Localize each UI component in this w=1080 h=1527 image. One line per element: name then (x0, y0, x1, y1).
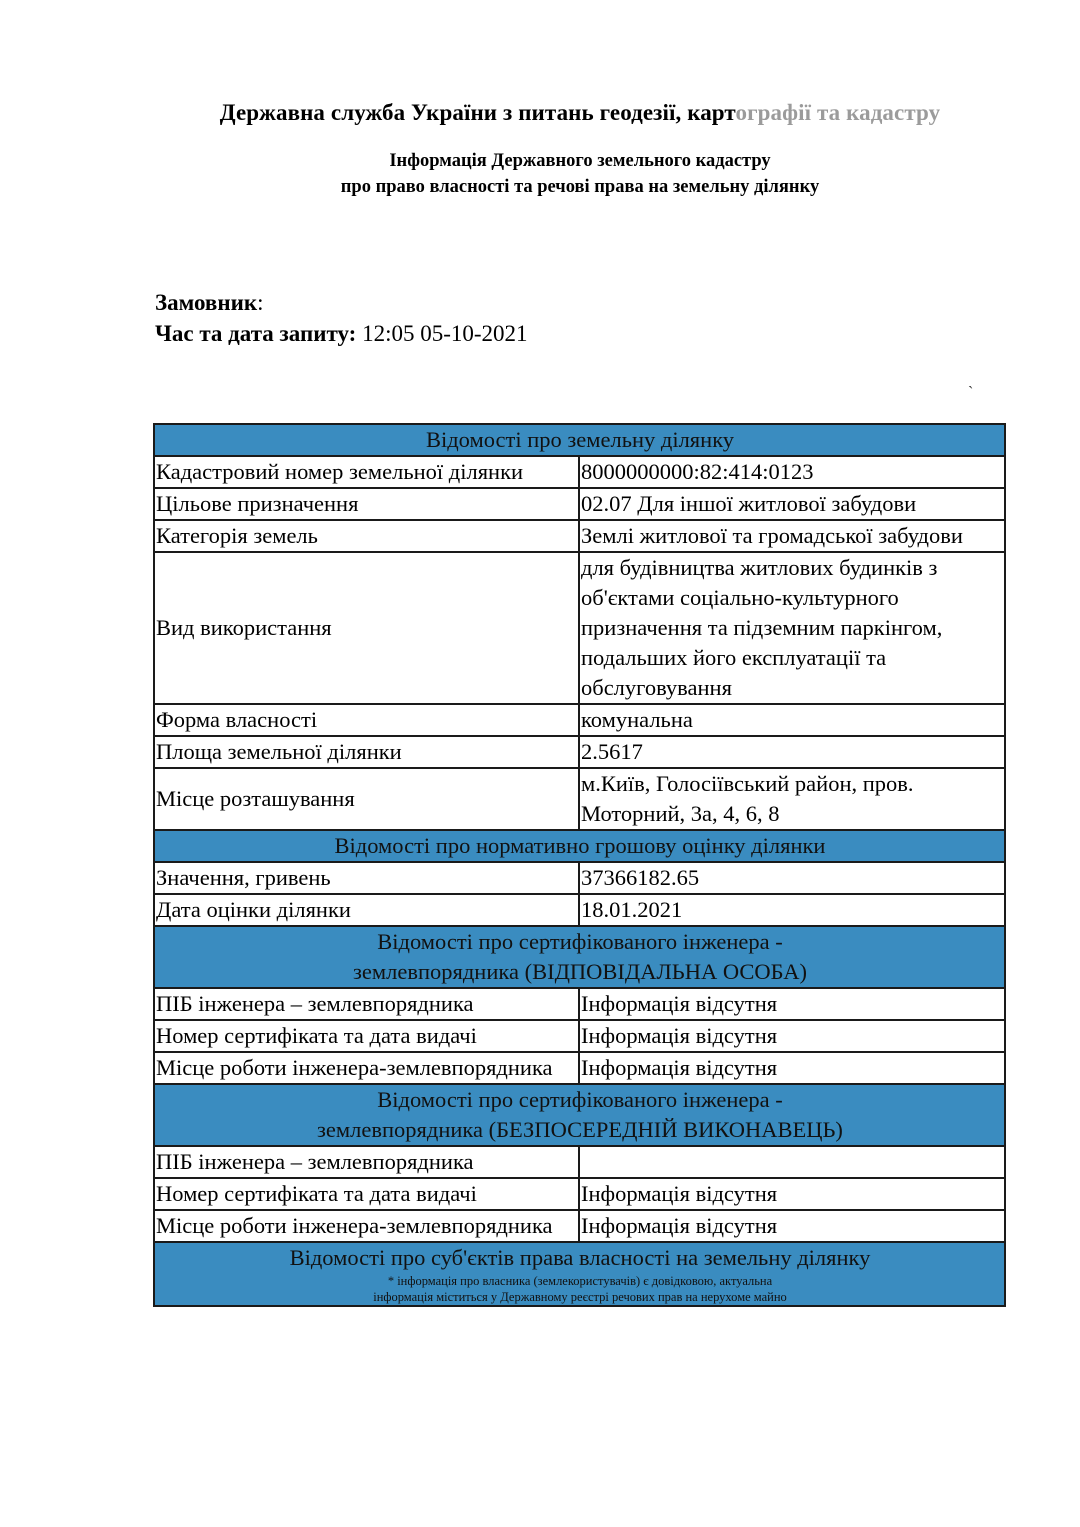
row-value: 2.5617 (579, 736, 1005, 768)
row-value: 02.07 Для іншої житлової забудови (579, 488, 1005, 520)
row-label: Місце роботи інженера-землевпорядника (154, 1052, 579, 1084)
section-engineer-executor-line2: землевпорядника (БЕЗПОСЕРЕДНІЙ ВИКОНАВЕЦЬ) (317, 1117, 843, 1142)
section-header-row (154, 424, 1005, 456)
table-row (154, 456, 1005, 488)
row-value: 18.01.2021 (579, 894, 1005, 926)
customer-line (155, 290, 264, 316)
table-row (154, 1146, 1005, 1178)
row-label: Номер сертифіката та дата видачі (154, 1178, 579, 1210)
table-row (154, 520, 1005, 552)
row-value: Інформація відсутня (579, 1020, 1005, 1052)
table-row (154, 768, 1005, 830)
row-value: Інформація відсутня (579, 1052, 1005, 1084)
section-valuation-header: Відомості про нормативно грошову оцінку ділянки (154, 830, 1005, 862)
row-label: ПІБ інженера – землевпорядника (154, 1146, 579, 1178)
row-label: Значення, гривень (154, 862, 579, 894)
row-label: Категорія земель (154, 520, 579, 552)
agency-title-faded: ографії та кадастру (735, 100, 941, 125)
owners-note-line1: * інформація про власника (землекористувачів) є довідковою, актуальна (387, 1274, 773, 1288)
document-subtitle-line2: про право власності та речові права на земельну ділянку (340, 177, 820, 197)
row-value: м.Київ, Голосіївський район, пров. Моторний, 3а, 4, 6, 8 (579, 768, 1005, 830)
row-value: 37366182.65 (579, 862, 1005, 894)
section-header-row (154, 1084, 1005, 1146)
table-row (154, 1020, 1005, 1052)
table-row (154, 894, 1005, 926)
table-row (154, 704, 1005, 736)
row-label: Дата оцінки ділянки (154, 894, 579, 926)
section-header-row (154, 926, 1005, 988)
row-label: Площа земельної ділянки (154, 736, 579, 768)
section-owners-header (154, 1242, 1005, 1306)
table-row (154, 988, 1005, 1020)
section-header-row (154, 830, 1005, 862)
row-value: Інформація відсутня (579, 1178, 1005, 1210)
row-label: Місце роботи інженера-землевпорядника (154, 1210, 579, 1242)
cadastre-info-table (153, 423, 1006, 1307)
customer-label: Замовник (155, 290, 258, 315)
row-value: Інформація відсутня (579, 1210, 1005, 1242)
row-label: Місце розташування (154, 768, 579, 830)
row-label: ПІБ інженера – землевпорядника (154, 988, 579, 1020)
table-row (154, 862, 1005, 894)
table-row (154, 736, 1005, 768)
table-row (154, 1052, 1005, 1084)
row-label: Вид використання (154, 552, 579, 704)
owners-note-line2: інформація міститься у Державному реєстрі речових прав на нерухоме майно (373, 1290, 787, 1304)
row-value (579, 1146, 1005, 1178)
request-time-value: 12:05 05-10-2021 (356, 321, 528, 346)
request-time-label: Час та дата запиту: (155, 321, 357, 346)
row-label: Цільове призначення (154, 488, 579, 520)
section-owners-title: Відомості про суб'єктів права власності на земельну ділянку (289, 1245, 871, 1270)
row-value: комунальна (579, 704, 1005, 736)
stray-mark: ˏ (968, 372, 974, 389)
agency-title (0, 100, 1080, 126)
document-subtitle-line1: Інформація Державного земельного кадастру (389, 151, 771, 171)
section-engineer-responsible-line2: землевпорядника (ВІДПОВІДАЛЬНА ОСОБА) (353, 959, 807, 984)
table-row (154, 1178, 1005, 1210)
section-header-row (154, 1242, 1005, 1306)
table-row (154, 552, 1005, 704)
section-engineer-responsible-line1: Відомості про сертифікованого інженера - (377, 929, 783, 954)
request-time-line (155, 321, 528, 347)
row-value: для будівництва житлових будинків з об'єктами соціально-культурного призначення та підземним паркінгом, подальших його експлуатації та обслуговування (579, 552, 1005, 704)
section-land-header: Відомості про земельну ділянку (154, 424, 1005, 456)
customer-colon: : (257, 290, 264, 315)
table-row (154, 1210, 1005, 1242)
row-value: 8000000000:82:414:0123 (579, 456, 1005, 488)
section-engineer-executor-header (154, 1084, 1005, 1146)
row-label: Кадастровий номер земельної ділянки (154, 456, 579, 488)
row-value: Інформація відсутня (579, 988, 1005, 1020)
table-row (154, 488, 1005, 520)
row-value: Землі житлової та громадської забудови (579, 520, 1005, 552)
row-label: Форма власності (154, 704, 579, 736)
section-engineer-responsible-header (154, 926, 1005, 988)
section-engineer-executor-line1: Відомості про сертифікованого інженера - (377, 1087, 783, 1112)
row-label: Номер сертифіката та дата видачі (154, 1020, 579, 1052)
agency-title-main: Державна служба України з питань геодезії, карт (219, 100, 736, 125)
